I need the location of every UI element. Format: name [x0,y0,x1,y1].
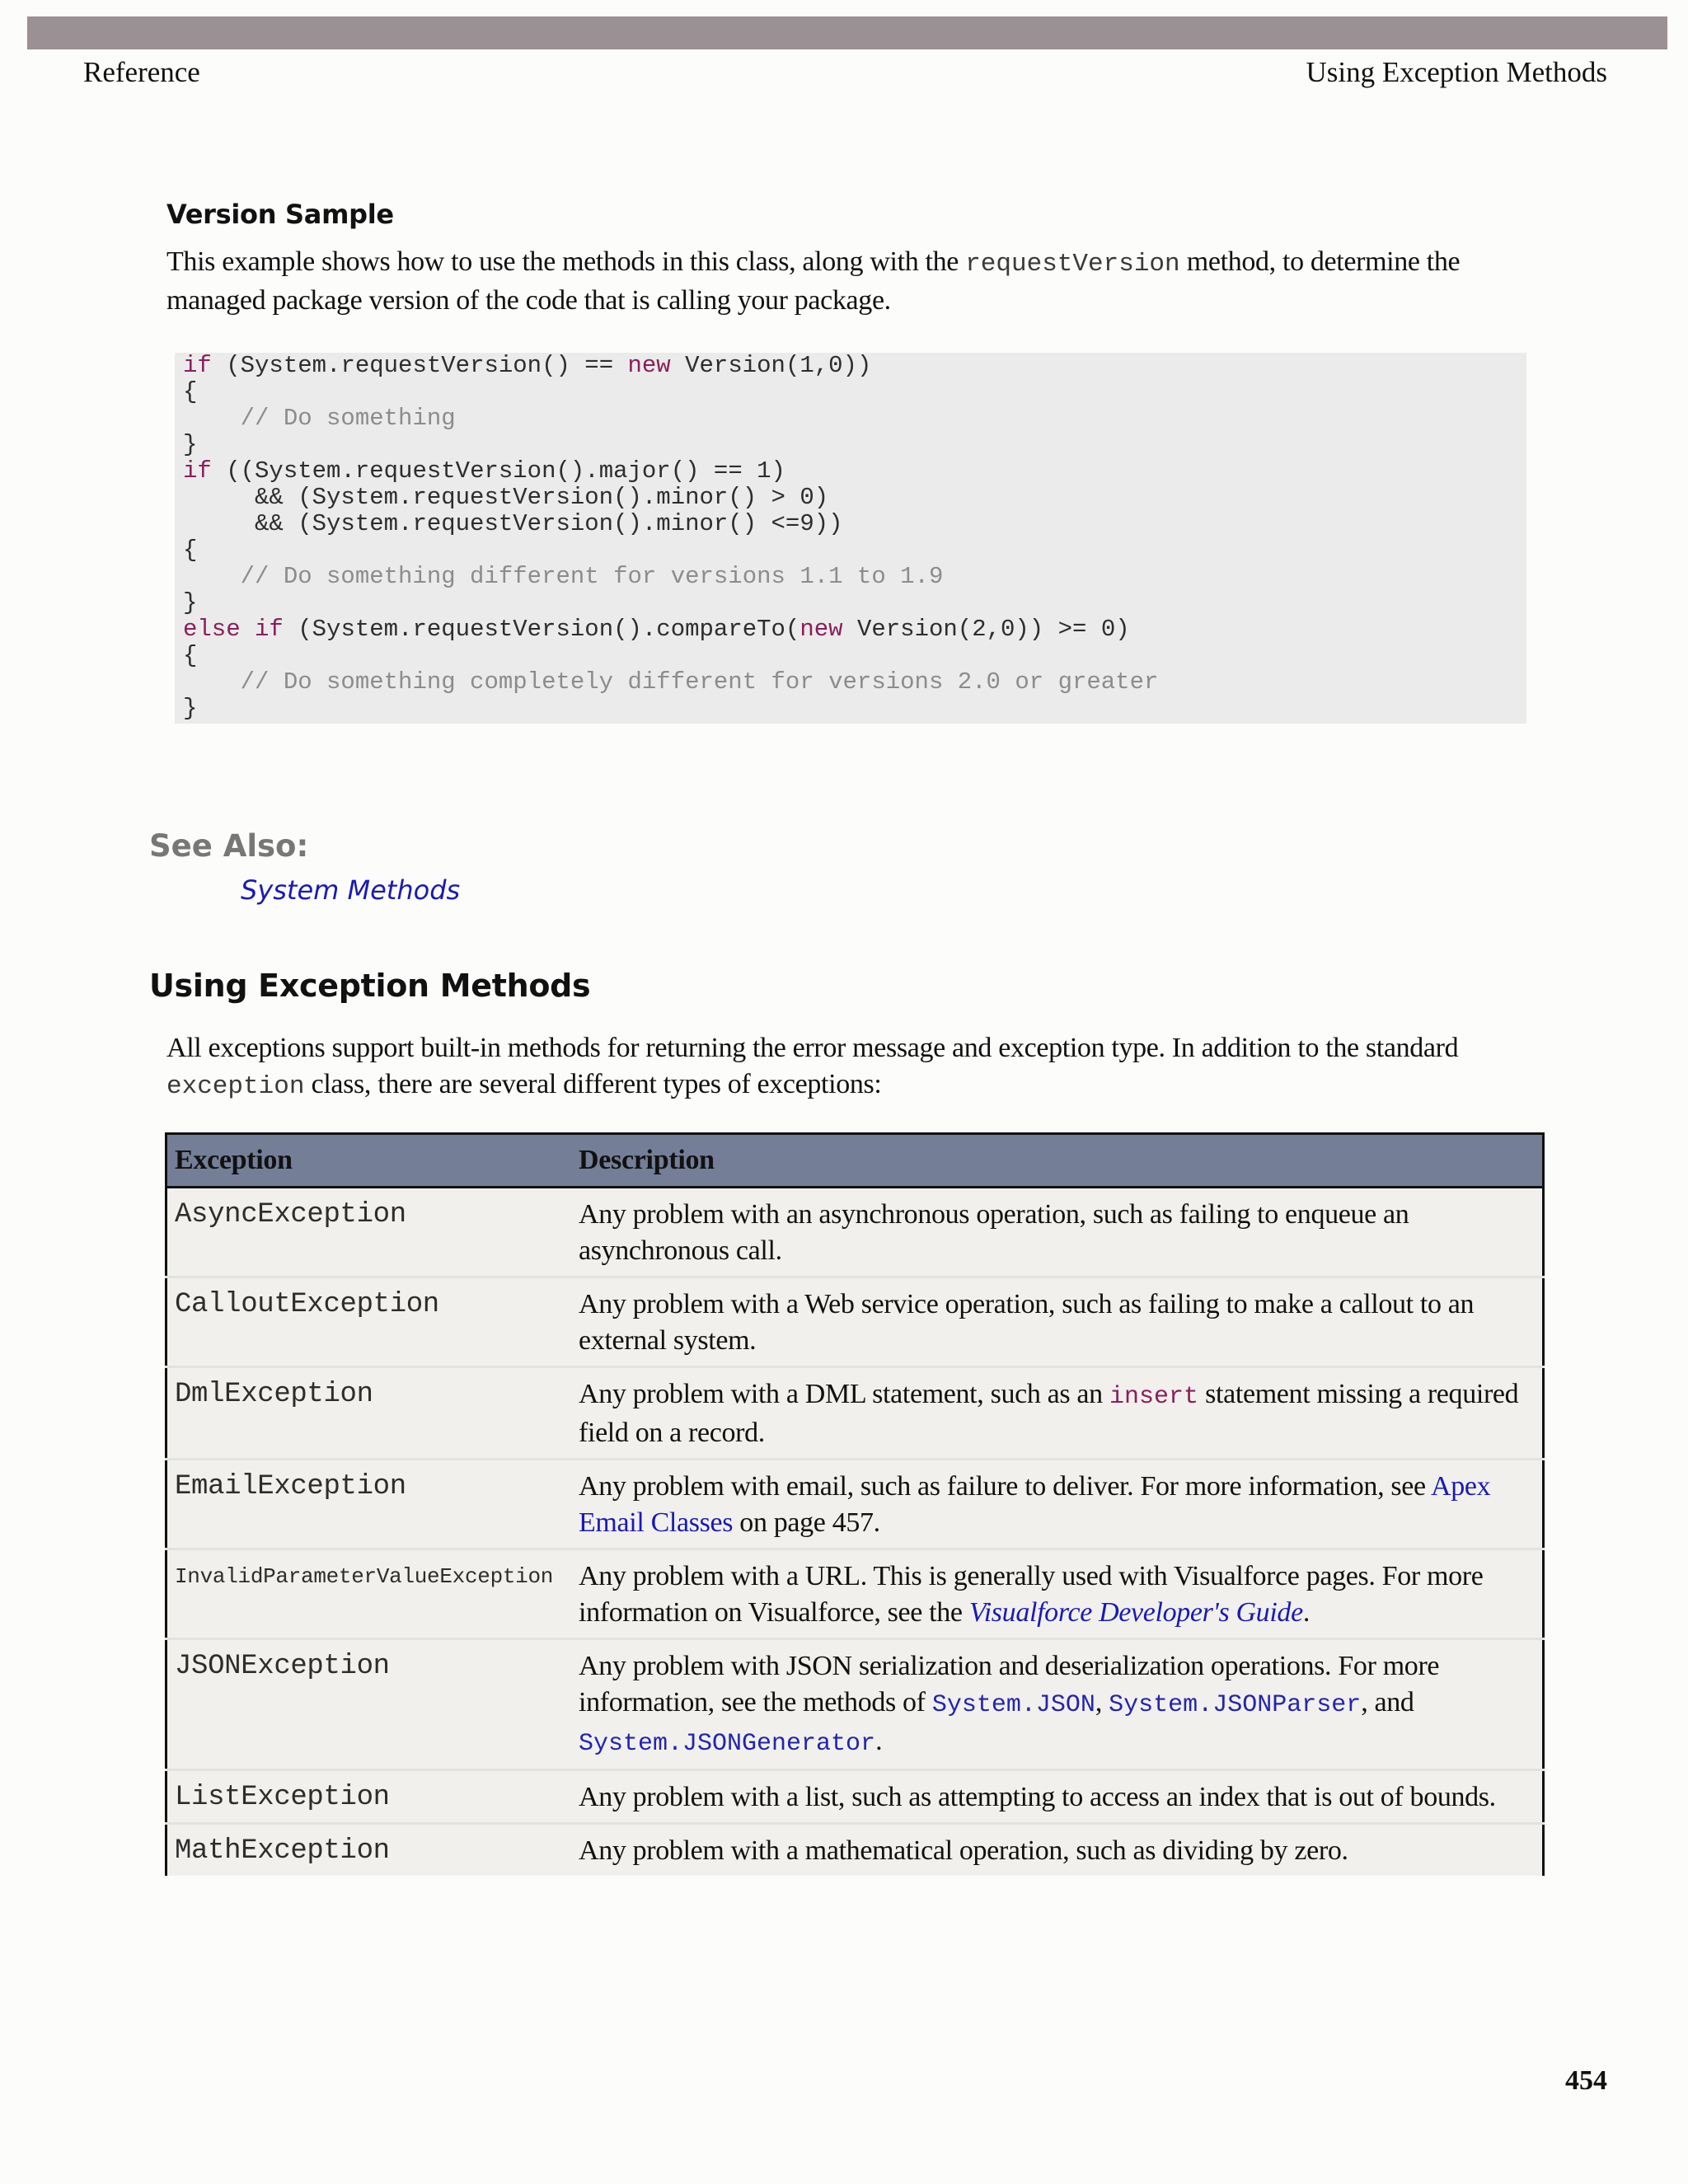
table-row [166,1549,1544,1639]
exceptions-intro: All exceptions support built-in methods for returning the error message and exception type. In addition to the standard exception class, there are several different types of exceptions: [166,1033,1459,1101]
code-line: if ((System.requestVersion().major() == 1) [183,457,785,485]
table-row [166,1277,1544,1367]
running-head-right: Using Exception Methods [1306,56,1607,88]
code-line: && (System.requestVersion().minor() > 0) [183,484,829,511]
code-line: else if (System.requestVersion().compareTo(new Version(2,0)) >= 0) [183,616,1130,643]
see-also-link-system-methods[interactable]: System Methods [241,874,461,906]
version-sample-heading: Version Sample [166,199,394,230]
exception-name: ListException [166,1770,571,1824]
exceptions-table [165,1132,1545,1876]
code-line: && (System.requestVersion().minor() <=9)) [183,510,843,537]
exception-description: Any problem with an asynchronous operation, such as failing to enqueue an asynchronous call. [570,1188,1544,1277]
code-comment: // Do something completely different for versions 2.0 or greater [183,668,1159,696]
code-sample [175,353,1526,724]
exception-name: AsyncException [166,1188,571,1277]
section-heading-exception-methods: Using Exception Methods [149,968,591,1004]
inline-code: requestVersion [965,250,1180,279]
exception-name: CalloutException [166,1277,571,1367]
version-sample-intro: This example shows how to use the methods in this class, along with the requestVersion method, to determine the managed package version of the code that is calling your package. [166,246,1461,316]
code-line: { [183,537,198,564]
link-system-jsongenerator[interactable]: System.JSONGenerator [579,1730,876,1758]
link-apex-email-classes[interactable]: Apex Email Classes [579,1471,1491,1538]
column-header-description: Description [570,1134,1544,1188]
exception-description: Any problem with JSON serialization and deserialization operations. For more information, see the methods of System.JSON, System.JSONParser, and System.JSONGenerator. [570,1639,1544,1770]
exception-description: Any problem with a mathematical operation, such as dividing by zero. [570,1824,1544,1877]
table-header-row [166,1134,1544,1188]
exception-name: MathException [166,1824,571,1877]
page-number: 454 [1565,2065,1607,2096]
code-comment: // Do something different for versions 1.1 to 1.9 [183,563,944,590]
exception-name: InvalidParameterValueException [166,1549,571,1639]
exception-description: Any problem with email, such as failure to deliver. For more information, see Apex Email Classes on page 457. [570,1460,1544,1549]
exception-name: EmailException [166,1460,571,1549]
code-line: } [183,695,198,722]
see-also-label: See Also: [149,828,309,864]
exception-name: DmlException [166,1367,571,1460]
column-header-exception: Exception [166,1134,571,1188]
exception-name: JSONException [166,1639,571,1770]
inline-code: exception [166,1072,305,1101]
link-system-json[interactable]: System.JSON [931,1691,1095,1719]
inline-code: insert [1109,1383,1198,1411]
table-row [166,1188,1544,1277]
table-row [166,1460,1544,1549]
exception-description: Any problem with a Web service operation, such as failing to make a callout to an external system. [570,1277,1544,1367]
exception-description: Any problem with a URL. This is generally used with Visualforce pages. For more information on Visualforce, see the Visualforce Developer's Guide. [570,1549,1544,1639]
table-row [166,1770,1544,1824]
code-line: if (System.requestVersion() == new Version(1,0)) [183,352,872,379]
table-row [166,1639,1544,1770]
code-line: } [183,589,198,616]
table-row [166,1824,1544,1877]
code-line: } [183,431,198,458]
running-head-left: Reference [83,56,200,88]
header-bar [27,16,1667,49]
table-row [166,1367,1544,1460]
code-line: { [183,378,198,405]
link-visualforce-guide[interactable]: Visualforce Developer's Guide [968,1597,1303,1628]
code-comment: // Do something [183,405,456,432]
exception-description: Any problem with a list, such as attempting to access an index that is out of bounds. [570,1770,1544,1824]
code-line: { [183,642,198,669]
link-system-jsonparser[interactable]: System.JSONParser [1109,1691,1362,1719]
exception-description: Any problem with a DML statement, such as an insert statement missing a required field on a record. [570,1367,1544,1460]
